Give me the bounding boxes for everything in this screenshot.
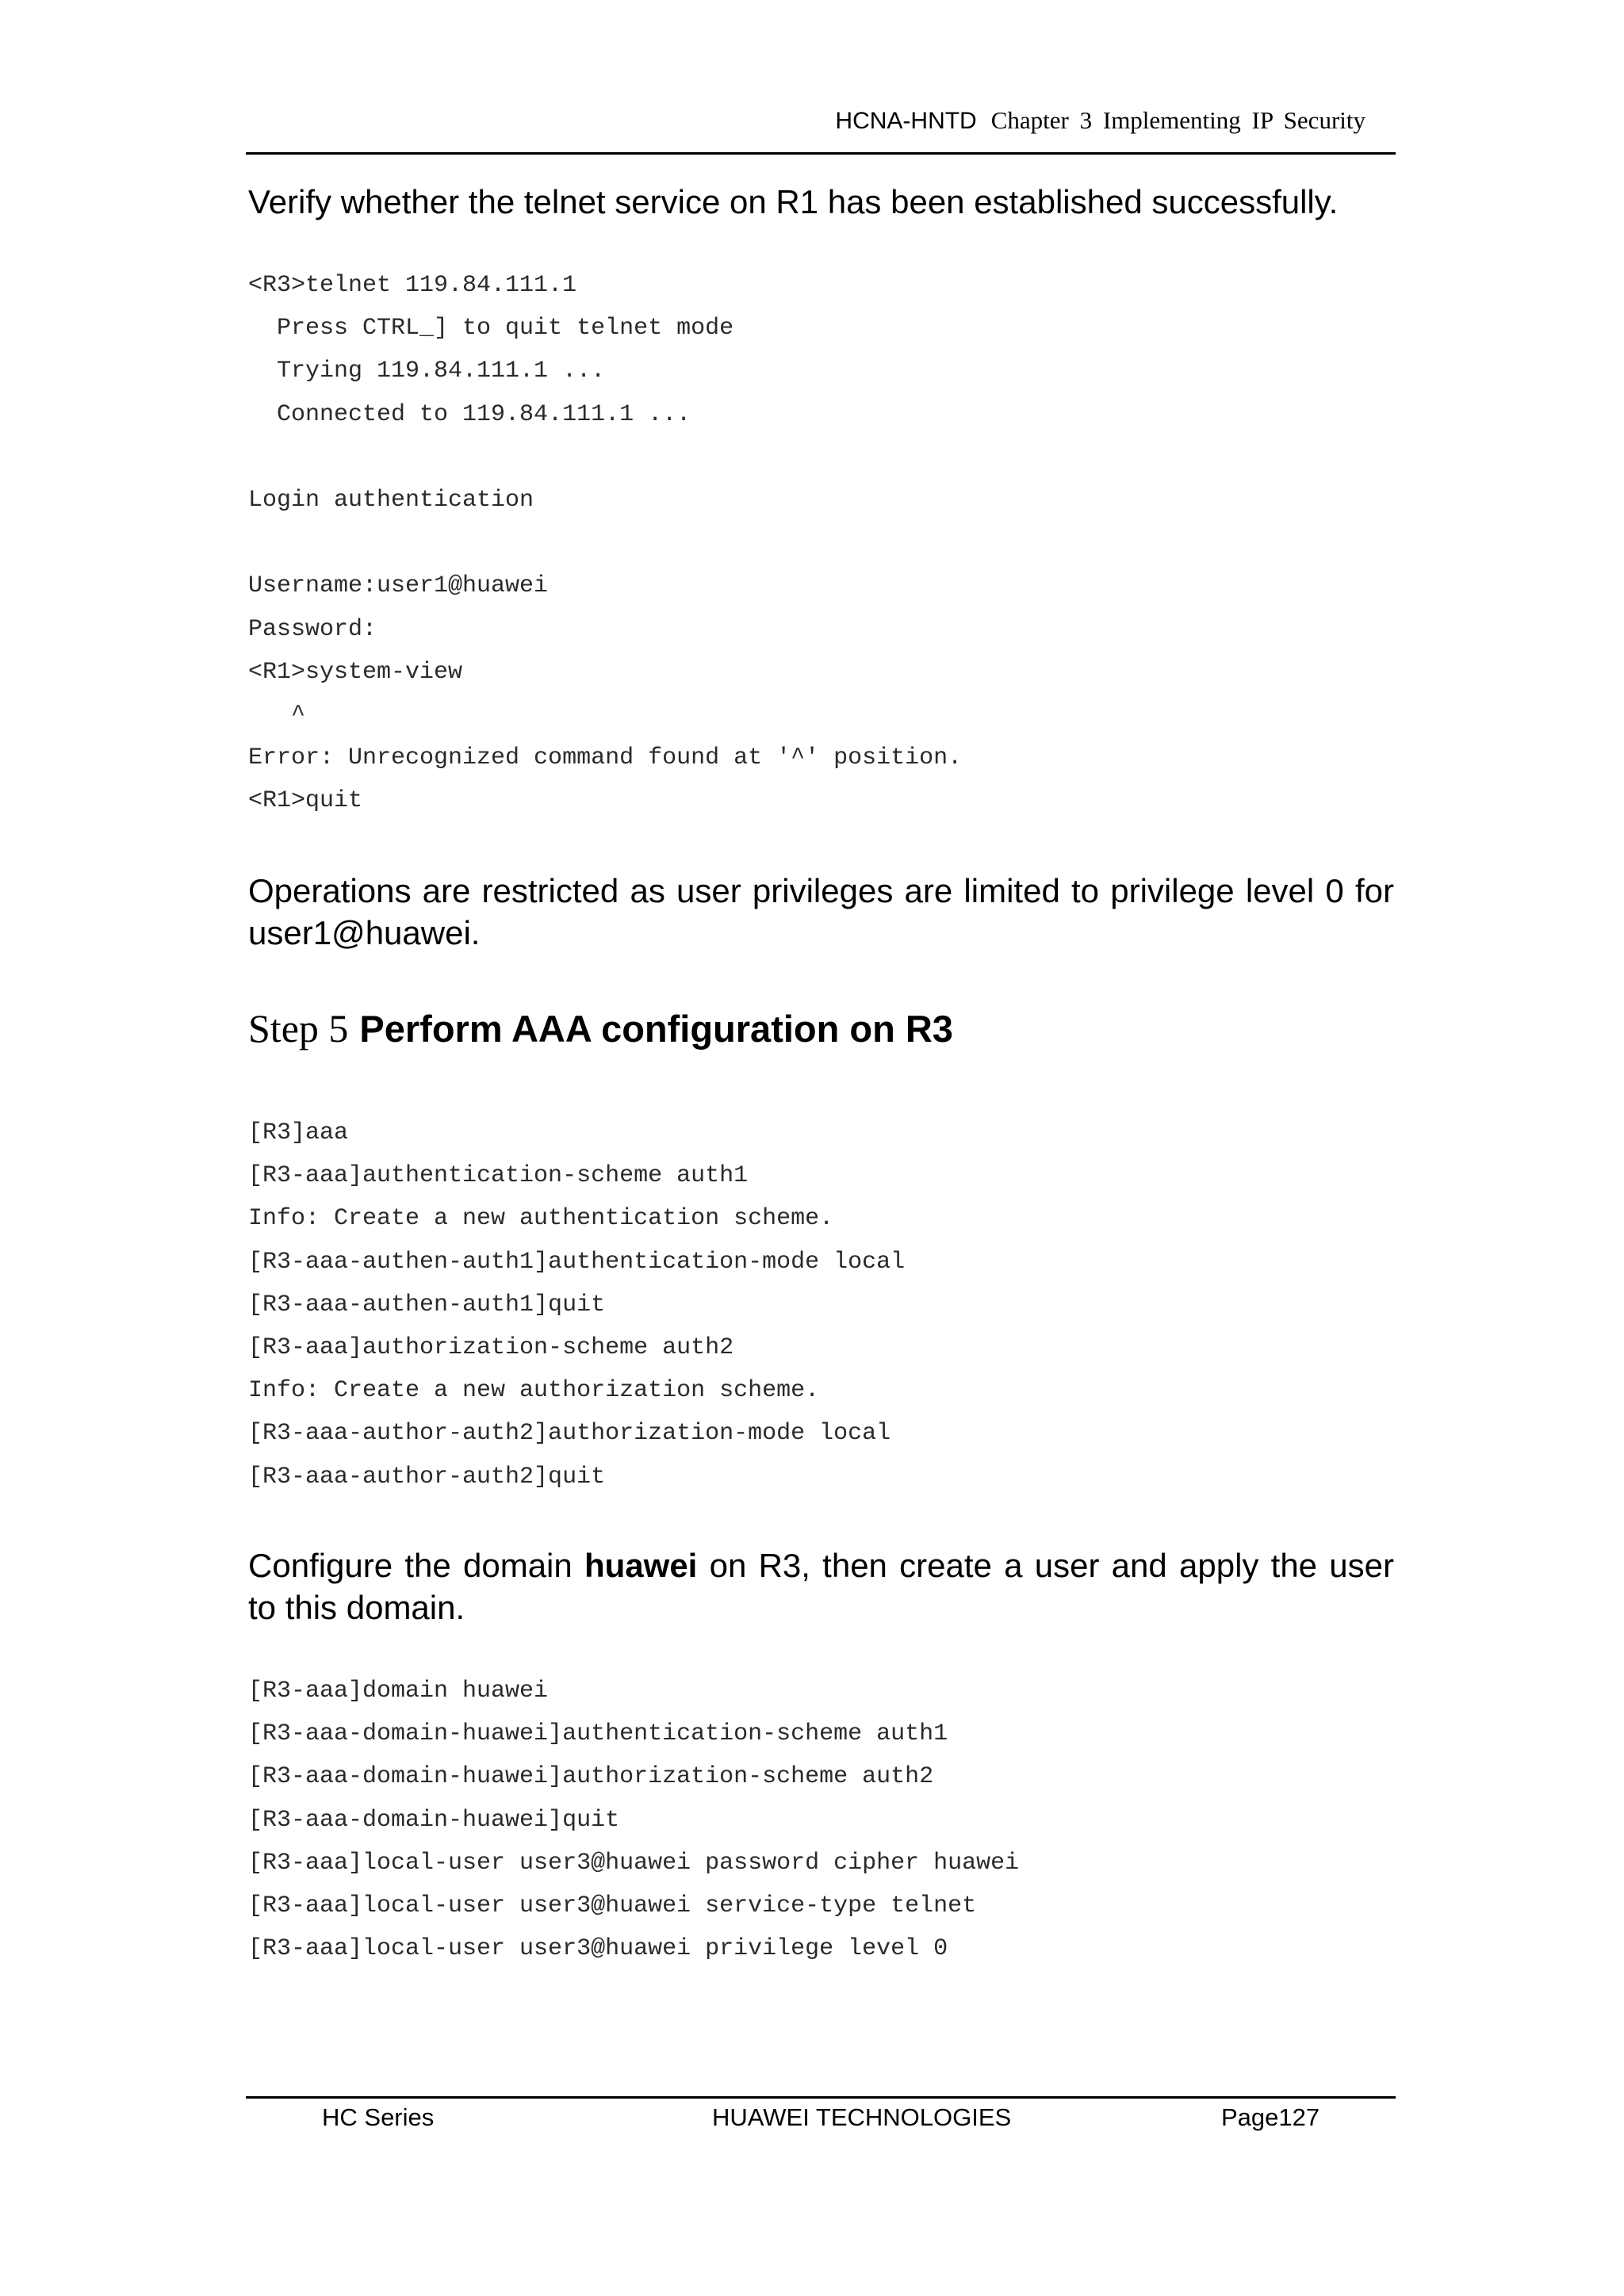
code-line: [R3-aaa]local-user user3@huawei privilege level 0 xyxy=(248,1935,948,1963)
code-block-telnet xyxy=(248,264,962,823)
code-line: [R3-aaa-domain-huawei]authentication-scheme auth1 xyxy=(248,1720,948,1748)
code-line: [R3-aaa-authen-auth1]quit xyxy=(248,1291,606,1318)
code-line: [R3-aaa-author-auth2]authorization-mode local xyxy=(248,1420,891,1448)
code-line: [R3-aaa-authen-auth1]authentication-mode local xyxy=(248,1248,906,1276)
domain-text-before: Configure the domain xyxy=(248,1547,584,1584)
code-line: Info: Create a new authentication scheme. xyxy=(248,1205,834,1233)
code-line: [R3-aaa]local-user user3@huawei service-type telnet xyxy=(248,1892,977,1920)
footer-page-number: Page127 xyxy=(1221,2103,1320,2131)
domain-name-bold: huawei xyxy=(584,1547,698,1584)
domain-paragraph xyxy=(248,1544,1394,1628)
code-line: Connected to 119.84.111.1 ... xyxy=(248,400,691,428)
footer-series: HC Series xyxy=(322,2103,435,2131)
footer-company: HUAWEI TECHNOLOGIES xyxy=(712,2103,1012,2131)
intro-paragraph: Verify whether the telnet service on R1 has been established successfully. xyxy=(248,183,1339,220)
code-line xyxy=(248,436,962,479)
code-line xyxy=(248,522,962,564)
header-text xyxy=(835,106,1365,135)
code-line: Press CTRL_] to quit telnet mode xyxy=(248,315,734,342)
step-title: Perform AAA configuration on R3 xyxy=(359,1008,953,1050)
page-footer xyxy=(246,2096,1396,2146)
code-line: [R3-aaa]authorization-scheme auth2 xyxy=(248,1334,734,1362)
code-line: [R3-aaa]domain huawei xyxy=(248,1678,549,1705)
code-line: Password: xyxy=(248,615,377,643)
code-line: Info: Create a new authorization scheme. xyxy=(248,1377,820,1405)
code-line: [R3]aaa xyxy=(248,1119,349,1146)
privilege-note: Operations are restricted as user privileges are limited to privilege level 0 for user1@huawei. xyxy=(248,872,1394,951)
code-line: [R3-aaa-author-auth2]quit xyxy=(248,1463,606,1490)
code-line: ^ xyxy=(248,702,306,729)
code-line: [R3-aaa-domain-huawei]quit xyxy=(248,1806,620,1834)
page-header xyxy=(246,100,1396,155)
code-line: Username:user1@huawei xyxy=(248,572,549,600)
code-line: Error: Unrecognized command found at '^' position. xyxy=(248,744,963,772)
code-line: <R3>telnet 119.84.111.1 xyxy=(248,272,577,299)
step-heading xyxy=(248,1005,953,1051)
code-block-aaa xyxy=(248,1112,905,1498)
code-line: Login authentication xyxy=(248,487,534,515)
code-line: [R3-aaa]local-user user3@huawei password cipher huawei xyxy=(248,1849,1020,1877)
code-line: [R3-aaa-domain-huawei]authorization-scheme auth2 xyxy=(248,1763,934,1791)
code-line: [R3-aaa]authentication-scheme auth1 xyxy=(248,1162,749,1190)
domain-text-after: on R3, then create a user and apply the user to this domain. xyxy=(248,1547,1394,1626)
code-block-domain xyxy=(248,1670,1019,1970)
step-label: Step 5 xyxy=(248,1006,349,1050)
code-line: Trying 119.84.111.1 ... xyxy=(248,358,606,385)
header-chapter: Chapter 3 Implementing IP Security xyxy=(990,106,1365,134)
code-line: <R1>system-view xyxy=(248,658,463,686)
code-line: <R1>quit xyxy=(248,787,363,815)
header-doc-code: HCNA-HNTD xyxy=(835,108,977,134)
